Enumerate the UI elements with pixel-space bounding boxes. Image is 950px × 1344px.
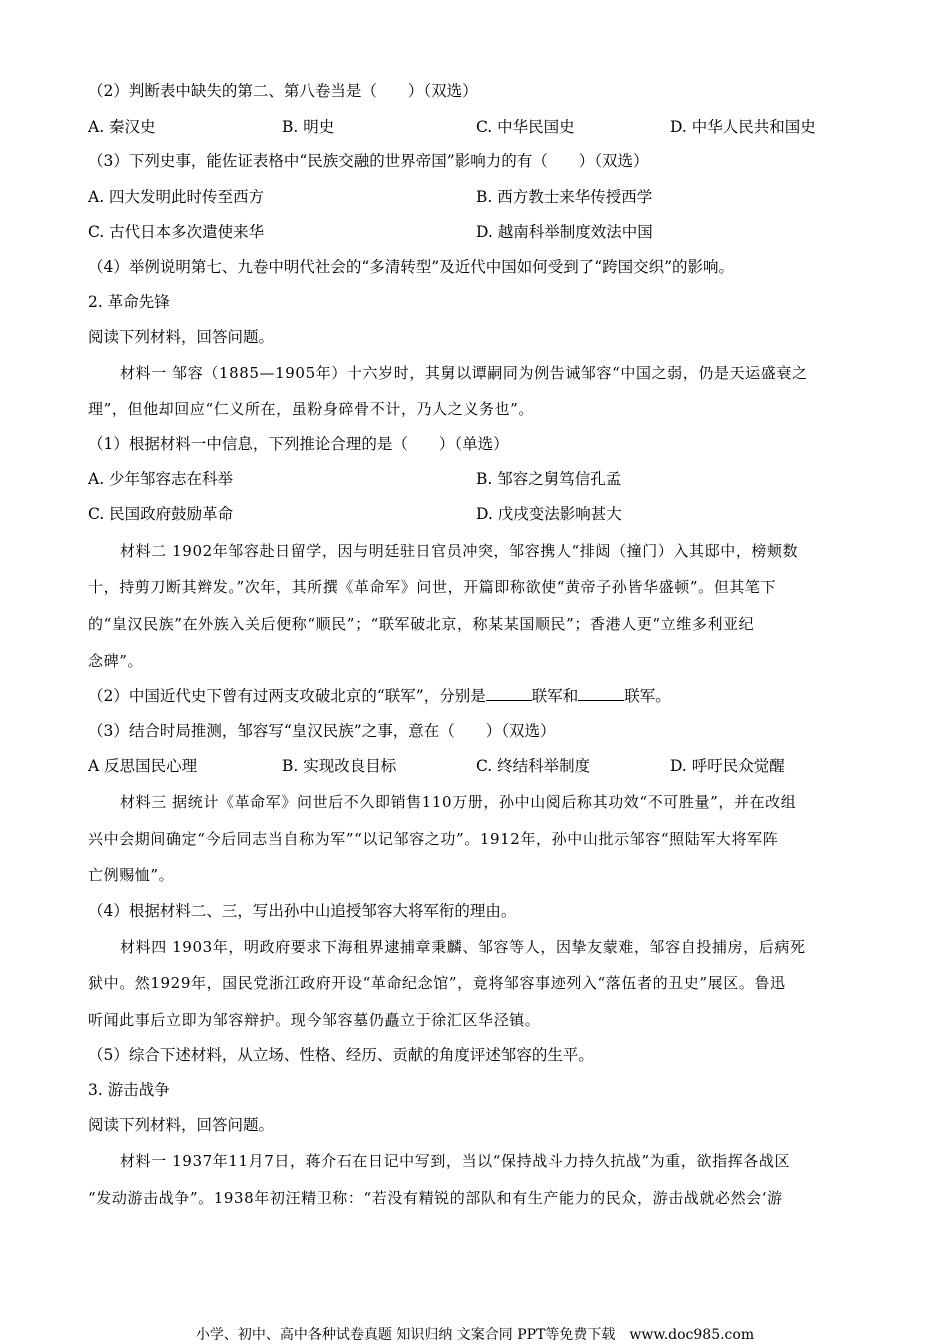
material-2-line-2: 十，持剪刀断其辫发。”次年，其所撰《革命军》问世，开篇即称欲使“黄帝子孙皆华盛顿”。但其笔下 xyxy=(88,578,777,596)
option-b: B. 实现改良目标 xyxy=(282,757,397,775)
material-4-line-1: 材料四 1903年，明政府要求下海租界逮捕章秉麟、邹容等人，因挚友蒙难，邹容自投捕房，后病死 xyxy=(120,938,806,956)
answer-blank-2[interactable] xyxy=(578,686,624,701)
option-c: C. 古代日本多次遣使来华 xyxy=(88,223,265,241)
material-3-line-1: 材料三 据统计《革命军》问世后不久即销售110万册，孙中山阅后称其功效“不可胜量”，并在改组 xyxy=(120,793,797,811)
option-c: C. 中华民国史 xyxy=(476,118,575,136)
question-2-4: （4）根据材料二、三，写出孙中山追授邹容大将军衔的理由。 xyxy=(88,902,517,920)
option-a: A. 四大发明此时传至西方 xyxy=(88,188,265,206)
question-2-3-stem: （3）结合时局推测，邹容写“皇汉民族”之事，意在（ ）（双选） xyxy=(88,722,556,740)
material-4-line-2: 狱中。然1929年，国民党浙江政府开设“革命纪念馆”，竟将邹容事迹列入“落伍者的丑史”展区。鲁迅 xyxy=(88,974,786,992)
section-3-intro: 阅读下列材料，回答问题。 xyxy=(88,1116,275,1134)
option-d: D. 越南科举制度效法中国 xyxy=(476,223,653,241)
option-b: B. 明史 xyxy=(282,118,335,136)
material-1-line-2: 理”，但他却回应“仁义所在，虽粉身碎骨不计，乃人之义务也”。 xyxy=(88,400,535,418)
option-b: B. 西方教士来华传授西学 xyxy=(476,188,653,206)
section-2-title: 2. 革命先锋 xyxy=(88,293,170,311)
question-2-1-stem: （1）根据材料一中信息，下列推论合理的是（ ）（单选） xyxy=(88,435,509,453)
material-1-line-1: 材料一 邹容（1885—1905年）十六岁时，其舅以谭嗣同为例告诫邹容“中国之弱，仍是天运盛衰之 xyxy=(120,364,808,382)
section-3-material-1-line-1: 材料一 1937年11月7日，蒋介石在日记中写到，当以“保持战斗力持久抗战”为重，欲指挥各战区 xyxy=(120,1152,791,1170)
option-b: B. 邹容之舅笃信孔孟 xyxy=(476,470,622,488)
question-1-4: （4）举例说明第七、九卷中明代社会的“多清转型”及近代中国如何受到了“跨国交织”的影响。 xyxy=(88,258,735,276)
question-2-5: （5）综合下述材料，从立场、性格、经历、贡献的角度评述邹容的生平。 xyxy=(88,1046,594,1064)
section-2-intro: 阅读下列材料，回答问题。 xyxy=(88,328,275,346)
option-d: D. 呼吁民众觉醒 xyxy=(670,757,785,775)
material-3-line-2: 兴中会期间确定“今后同志当自称为军”“以记邹容之功”。1912年，孙中山批示邹容“照陆军大将军阵 xyxy=(88,830,779,848)
material-2-line-4: 念碑”。 xyxy=(88,652,144,670)
question-2-2-text-after: 联军。 xyxy=(624,687,671,705)
material-4-line-3: 听闻此事后立即为邹容辩护。现今邹容墓仍矗立于徐汇区华泾镇。 xyxy=(88,1011,541,1029)
option-c: C. 终结科举制度 xyxy=(476,757,591,775)
option-d: D. 戊戌变法影响甚大 xyxy=(476,505,622,523)
page-footer: 小学、初中、高中各种试卷真题 知识归纳 文案合同 PPT等免费下载 www.doc985.com xyxy=(195,1327,755,1343)
material-2-line-1: 材料二 1902年邹容赴日留学，因与明廷驻日官员冲突，邹容携人“排闼（撞门）入其邸中，榜颊数 xyxy=(120,542,799,560)
material-3-line-3: 亡例赐恤”。 xyxy=(88,866,175,884)
question-2-2-text-middle: 联军和 xyxy=(531,687,579,705)
question-1-3-stem: （3）下列史事，能佐证表格中“民族交融的世界帝国”影响力的有（ ）（双选） xyxy=(88,152,649,170)
option-c: C. 民国政府鼓励革命 xyxy=(88,505,234,523)
option-d: D. 中华人民共和国史 xyxy=(670,118,816,136)
question-1-2-stem: （2）判断表中缺失的第二、第八卷当是（ ）（双选） xyxy=(88,82,478,100)
answer-blank-1[interactable] xyxy=(486,686,532,701)
option-a: A. 秦汉史 xyxy=(88,118,156,136)
question-2-2 xyxy=(88,686,671,706)
section-3-material-1-line-2: “发动游击战争”。1938年初汪精卫称：“若没有精锐的部队和有生产能力的民众，游击战就必然会‘游 xyxy=(88,1189,783,1207)
option-a: A 反思国民心理 xyxy=(88,757,198,775)
option-a: A. 少年邹容志在科举 xyxy=(88,470,234,488)
section-3-title: 3. 游击战争 xyxy=(88,1081,170,1099)
material-2-line-3: 的“皇汉民族”在外族入关后便称“顺民”；“联军破北京，称某某国顺民”；香港人更“立维多利亚纪 xyxy=(88,615,755,633)
question-2-2-text-before: （2）中国近代史下曾有过两支攻破北京的“联军”，分别是 xyxy=(88,687,486,705)
